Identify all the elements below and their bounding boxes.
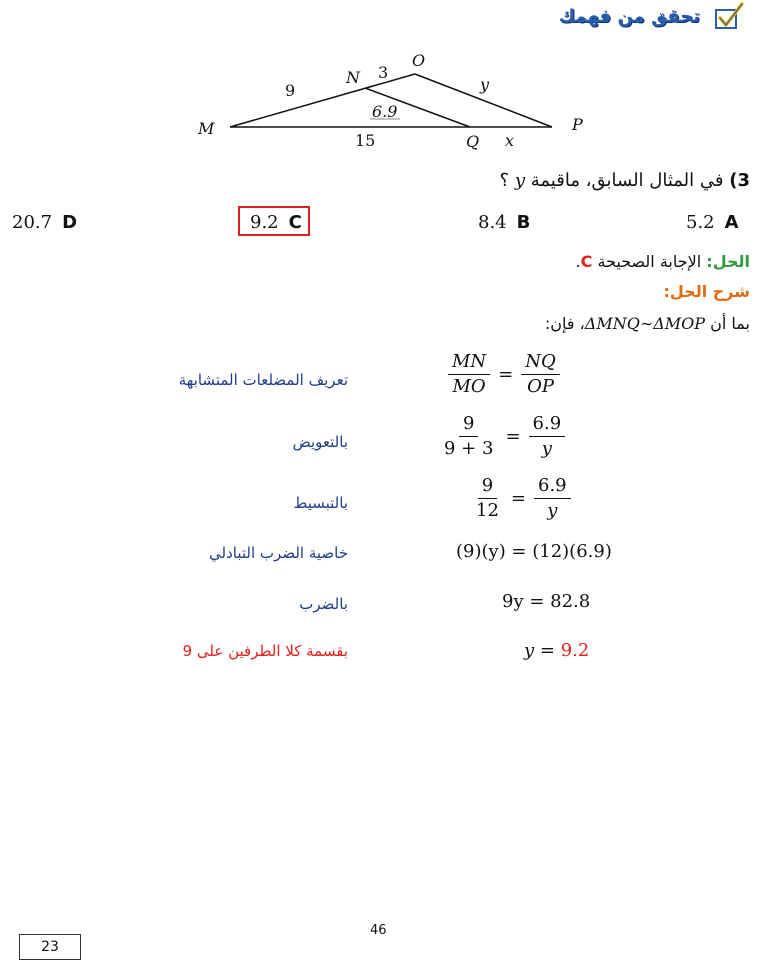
final-answer: y = 9.2 [524, 640, 590, 661]
page-number: 46 [370, 923, 387, 938]
length-MN: 9 [285, 81, 296, 100]
length-MQ: 15 [355, 131, 376, 150]
explanation-title: شرح الحل: [663, 282, 750, 301]
label-N: N [346, 68, 360, 87]
explanation-intro: بما أن ΔMNQ∼ΔMOP، فإن: [544, 314, 750, 333]
step-label: خاصية الضرب التبادلي [209, 544, 348, 562]
step-equation: (9)(y) = (12)(6.9) [456, 541, 612, 562]
length-NO: 3 [378, 63, 389, 82]
question-body: في المثال السابق، ماقيمة [530, 170, 724, 191]
label-Q: Q [466, 132, 480, 151]
step-label: تعريف المضلعات المتشابهة [178, 371, 348, 389]
question-text [500, 170, 750, 191]
step-equation: $\frac{9}{9 + 3}$ = $\frac{6.9}{y}$ [440, 412, 565, 461]
length-NQ: 6.9 [372, 102, 398, 121]
option-d[interactable]: 20.7 D [12, 212, 78, 233]
label-P: P [572, 115, 583, 134]
step-equation: $\frac{9}{12}$ = $\frac{6.9}{y}$ [472, 474, 571, 523]
section-title: تحقق من فهمك [558, 6, 700, 27]
option-b[interactable]: 8.4 B [478, 212, 531, 233]
label-x: x [505, 131, 515, 150]
answer-line: الحل: الإجابة الصحيحة C. [575, 252, 750, 271]
question-mark: ؟ [499, 170, 510, 191]
label-y: y [480, 75, 490, 94]
option-a[interactable]: 5.2 A [686, 212, 739, 233]
question-number: 3) [729, 170, 750, 191]
similarity-statement: ΔMNQ∼ΔMOP [584, 314, 706, 333]
step-equation: 9y = 82.8 [502, 591, 591, 612]
label-O: O [412, 51, 426, 70]
step-label: بقسمة كلا الطرفين على 9 [182, 642, 348, 660]
triangle-diagram [190, 48, 610, 158]
page-number-box: 23 [19, 934, 81, 960]
step-equation: $\frac{MN}{MO}$ = $\frac{NQ}{OP}$ [448, 350, 560, 399]
step-label: بالتعويض [292, 433, 348, 451]
question-variable: y [514, 170, 526, 191]
step-label: بالضرب [299, 595, 348, 613]
answer-letter: C [580, 252, 593, 271]
checkbox-icon [712, 2, 748, 32]
option-c[interactable]: 9.2 C [250, 212, 302, 233]
label-M: M [198, 119, 215, 138]
step-label: بالتبسيط [293, 494, 348, 512]
